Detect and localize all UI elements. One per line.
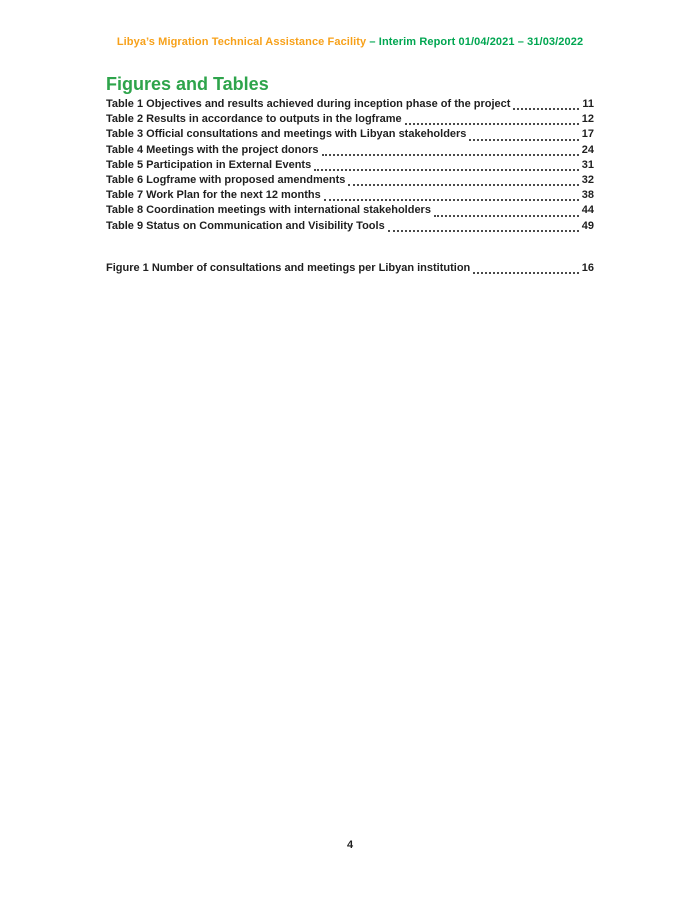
toc-entry-page: 17	[581, 128, 594, 141]
running-header	[0, 36, 700, 48]
toc-entry-label: Table 2 Results in accordance to outputs in the logframe	[106, 113, 402, 126]
dot-leader	[388, 230, 579, 232]
toc-tables-list	[106, 98, 594, 235]
dot-leader	[324, 199, 579, 201]
dot-leader	[322, 154, 579, 156]
toc-entry[interactable]	[106, 220, 594, 235]
toc-entry-page: 12	[581, 113, 594, 126]
toc-entry-page: 38	[581, 189, 594, 202]
toc-entry-label: Table 5 Participation in External Events	[106, 158, 312, 171]
toc-entry[interactable]	[106, 262, 594, 277]
toc-figures-list	[106, 262, 594, 277]
dot-leader	[469, 139, 578, 141]
dot-leader	[473, 272, 578, 274]
toc-entry[interactable]	[106, 128, 594, 143]
dot-leader	[434, 215, 579, 217]
header-facility-title: Libya’s Migration Technical Assistance Facility	[116, 36, 370, 48]
dot-leader	[513, 108, 579, 110]
toc-entry[interactable]	[106, 189, 594, 204]
dot-leader	[348, 184, 578, 186]
header-report-title: – Interim Report 01/04/2021 – 31/03/2022	[369, 36, 584, 48]
toc-entry-label: Table 1 Objectives and results achieved during inception phase of the project	[106, 98, 511, 110]
toc-entry-label: Table 9 Status on Communication and Visibility Tools	[106, 219, 385, 232]
toc-entry-label: Table 8 Coordination meetings with international stakeholders	[106, 204, 431, 217]
toc-entry[interactable]	[106, 98, 594, 113]
toc-entry[interactable]	[106, 174, 594, 189]
toc-entry-label: Table 7 Work Plan for the next 12 months	[106, 189, 321, 202]
toc-entry-page: 32	[581, 173, 594, 186]
toc-entry-label: Table 6 Logframe with proposed amendments	[106, 173, 346, 186]
toc-entry[interactable]	[106, 144, 594, 159]
toc-entry[interactable]	[106, 159, 594, 174]
dot-leader	[405, 123, 579, 125]
toc-entry-page: 16	[581, 262, 594, 274]
toc-entry-page: 49	[581, 219, 594, 232]
toc-entry[interactable]	[106, 204, 594, 219]
toc-entry-page: 31	[581, 158, 594, 171]
dot-leader	[314, 169, 579, 171]
toc-entry-page: 24	[581, 143, 594, 156]
toc-entry-page: 44	[581, 204, 594, 217]
toc-entry-page: 11	[582, 98, 594, 110]
toc-entry[interactable]	[106, 113, 594, 128]
page-title: Figures and Tables	[106, 74, 269, 94]
toc-entry-label: Table 3 Official consultations and meetings with Libyan stakeholders	[106, 128, 467, 141]
toc-entry-label: Figure 1 Number of consultations and meetings per Libyan institution	[106, 262, 471, 274]
page-number: 4	[346, 839, 354, 851]
toc-entry-label: Table 4 Meetings with the project donors	[106, 143, 319, 156]
